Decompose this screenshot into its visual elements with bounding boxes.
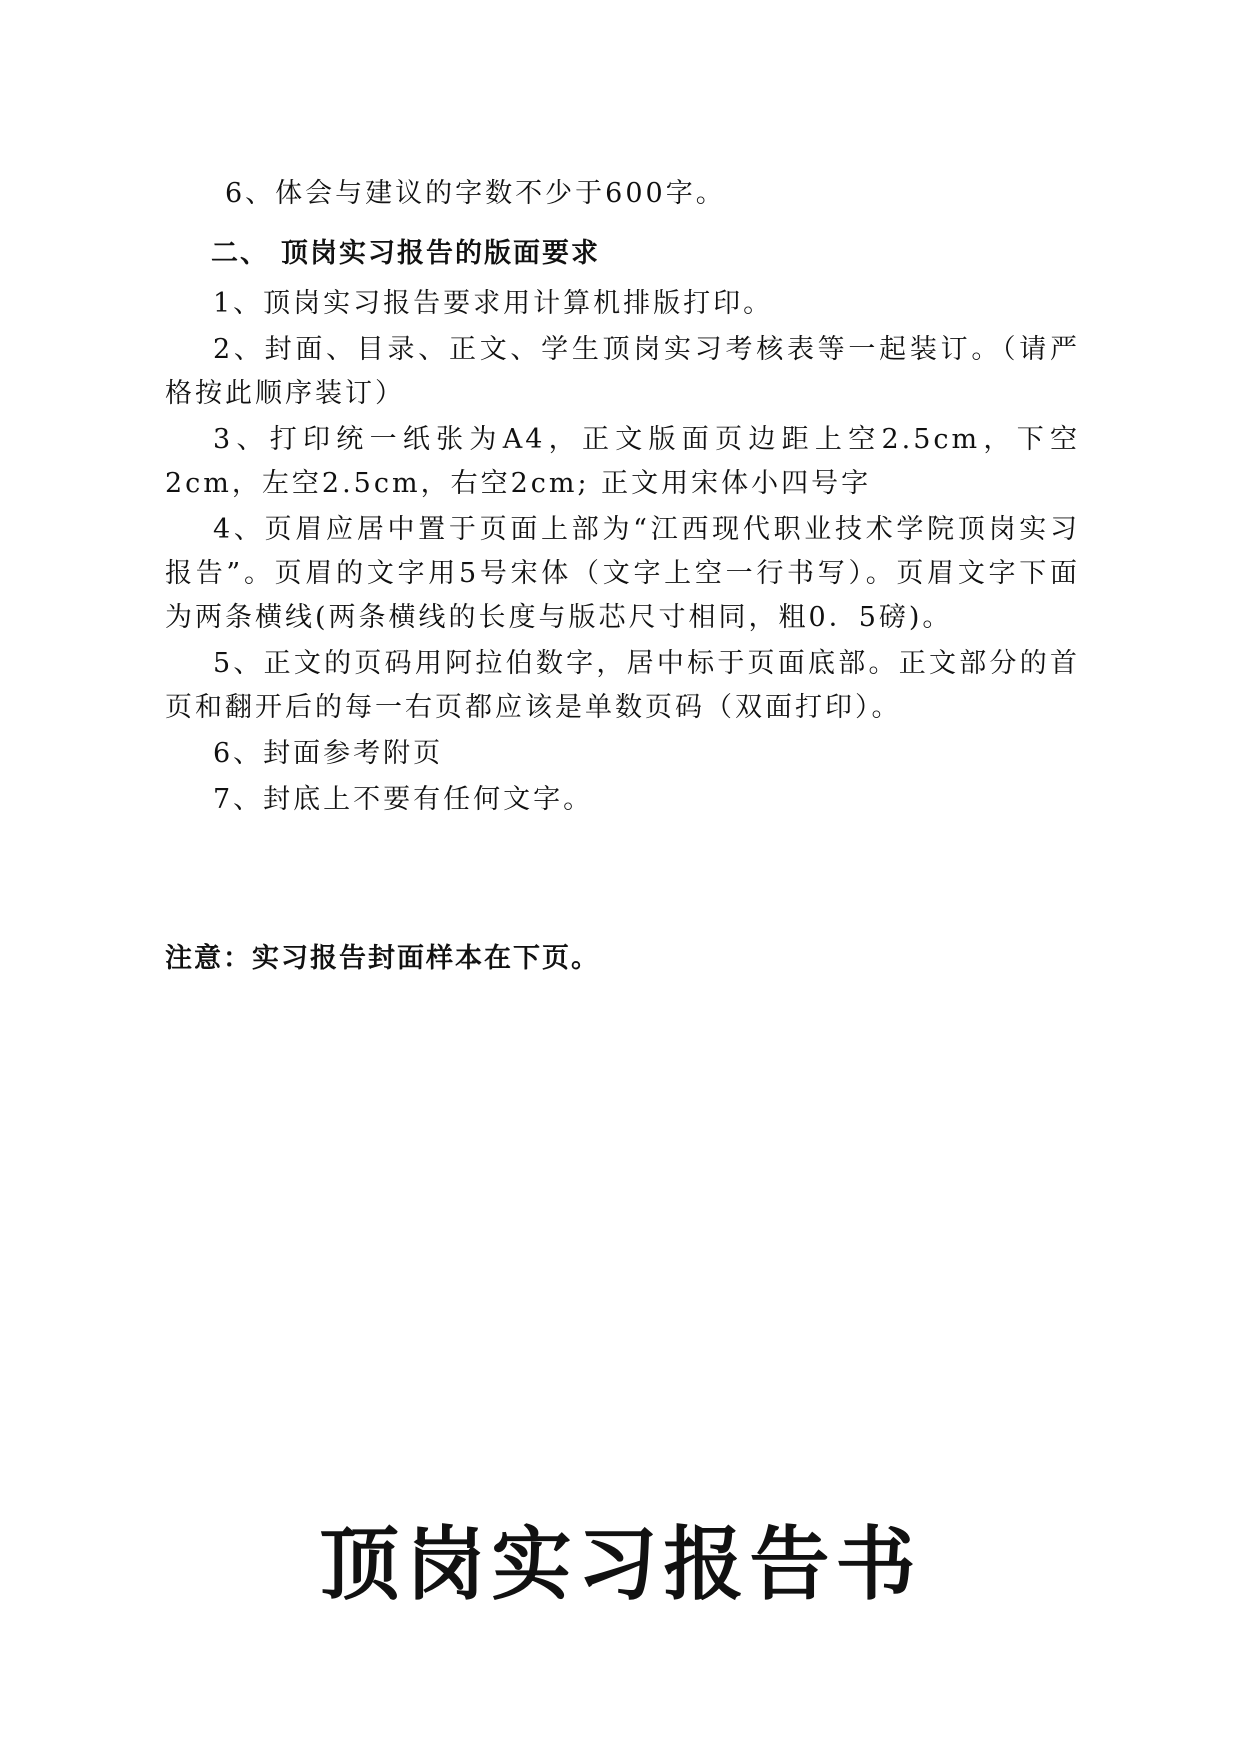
list-item: 7、封底上不要有任何文字。 [213,784,594,815]
list-item: 1、顶岗实习报告要求用计算机排版打印。 [213,288,774,319]
list-item: 6、封面参考附页 [213,738,444,769]
note-text: 注意：实习报告封面样本在下页。 [165,943,600,974]
list-item: 4、页眉应居中置于页面上部为“江西现代职业技术学院顶岗实习报告”。页眉的文字用5号宋体（文字上空一行书写）。页眉文字下面为两条横线(两条横线的长度与版芯尺寸相同，粗0．5磅)。 [165,514,1080,633]
document-body [165,172,1080,822]
section-heading [165,232,1080,276]
list-item: 2、封面、目录、正文、学生顶岗实习考核表等一起装订。（请严格按此顺序装订） [165,334,1080,409]
list-item: 5、正文的页码用阿拉伯数字，居中标于页面底部。正文部分的首页和翻开后的每一右页都应该是单数页码（双面打印）。 [165,648,1080,723]
section-title: 顶岗实习报告的版面要求 [281,238,600,269]
list-item: 3、打印统一纸张为A4，正文版面页边距上空2.5cm，下空2cm，左空2.5cm，右空2cm; 正文用宋体小四号字 [165,424,1080,499]
section-number: 二、 [211,238,269,269]
item-6-wordcount: 6、体会与建议的字数不少于600字。 [225,178,726,209]
cover-title: 顶岗实习报告书 [319,1518,922,1611]
